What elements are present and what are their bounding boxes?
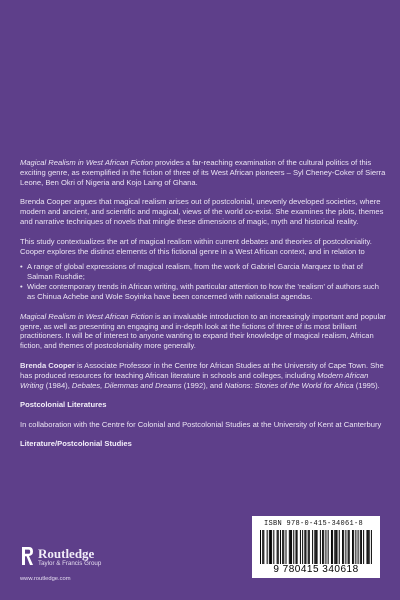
- publisher-name: Routledge: [38, 546, 95, 561]
- barcode-bar: [323, 530, 324, 564]
- collaboration-note: In collaboration with the Centre for Colonial and Postcolonial Studies at the University of Kent at Canterbury: [20, 419, 382, 429]
- barcode-bar: [348, 530, 349, 564]
- bio-book-title: Nations: Stories of the World for Africa: [224, 380, 354, 390]
- barcode-bar: [352, 530, 353, 564]
- barcode-bar: [320, 530, 321, 564]
- bio-text: (1995).: [353, 380, 380, 390]
- barcode-bar: [269, 530, 270, 564]
- book-title: Magical Realism in West African Fiction: [20, 158, 153, 167]
- publisher-url: www.routledge.com: [20, 576, 71, 582]
- barcode-bar: [369, 530, 370, 564]
- category-label: Literature/Postcolonial Studies: [20, 439, 132, 449]
- barcode-bar: [290, 530, 291, 564]
- isbn-digits: 9 780415 340618: [273, 564, 359, 575]
- bio-text: is Associate Professor in the Centre for African Studies at the University of Cape Town. She has produced resources for teaching African literature in schools and colleges, including: [20, 360, 384, 380]
- barcode-bar: [302, 530, 303, 564]
- barcode-bar: [267, 530, 268, 564]
- author-bio: [20, 361, 386, 391]
- routledge-r-icon: [20, 545, 34, 567]
- barcode-bar: [305, 530, 306, 564]
- barcode-bar: [283, 530, 284, 564]
- barcode-bar: [263, 530, 264, 564]
- barcode-bar: [317, 530, 318, 564]
- barcode-bar: [331, 530, 332, 564]
- barcode-bar: [314, 530, 315, 564]
- bullet-item: • A range of global expressions of magical realism, from the work of Gabriel Garcia Marquez to that of Salman Rushdie;: [20, 262, 386, 282]
- barcode-block: [252, 516, 380, 578]
- barcode-bar: [334, 530, 335, 564]
- barcode-bar: [312, 530, 313, 564]
- barcode-bar: [342, 530, 343, 564]
- barcode-bar: [322, 530, 323, 564]
- barcode-bar: [325, 530, 326, 564]
- bio-book-title: Modern African Writing: [20, 370, 369, 390]
- barcode-bar: [363, 530, 364, 564]
- barcode-bar: [260, 530, 261, 564]
- bullet-list: [20, 262, 386, 302]
- barcode-bar: [339, 530, 340, 564]
- barcode-bar: [361, 530, 362, 564]
- publisher-logo: [20, 545, 150, 585]
- bio-book-title: Debates, Dilemmas and Dreams: [71, 380, 182, 390]
- barcode-bar: [286, 530, 287, 564]
- summary-paragraph: [20, 312, 386, 352]
- barcode-bar: [360, 530, 361, 564]
- barcode-bar: [289, 530, 290, 564]
- barcode-bar: [358, 530, 359, 564]
- barcode-bar: [337, 530, 338, 564]
- publisher-subtitle: Taylor & Francis Group: [38, 560, 102, 567]
- barcode-bar: [304, 530, 305, 564]
- barcode-bar: [277, 530, 278, 564]
- barcode-bar: [291, 530, 292, 564]
- barcode-bar: [308, 530, 309, 564]
- barcode-bar: [366, 530, 367, 564]
- barcode-bar: [270, 530, 271, 564]
- bio-text: (1984),: [43, 380, 72, 390]
- barcode-bar: [349, 530, 350, 564]
- barcode-bar: [343, 530, 344, 564]
- barcode-bar: [293, 530, 294, 564]
- barcode-bar: [280, 530, 281, 564]
- barcode-bar: [355, 530, 356, 564]
- intro-text: provides a far-reaching examination of the cultural politics of this exciting genre, as exemplified in the fiction of three of its West African pioneers – Syl Cheney-Coker of Sierra Leone, Ben Okri of Nigeria and Kojo Laing of Ghana.: [20, 158, 386, 187]
- barcode-bar: [335, 530, 336, 564]
- bio-text: (1992), and: [181, 380, 225, 390]
- barcode-bar: [297, 530, 298, 564]
- barcode-bar: [300, 530, 301, 564]
- isbn-label: ISBN 978-0-415-34061-8: [264, 520, 364, 528]
- barcode-bar: [262, 530, 263, 564]
- bullet-item: • Wider contemporary trends in African writing, with particular attention to how the 'realism' of authors such as Chinua Achebe and Wole Soyinka have been concerned with nationalist agendas.: [20, 282, 386, 302]
- barcode-bar: [278, 530, 279, 564]
- barcode-bar: [371, 530, 372, 564]
- summary-text: is an invaluable introduction to an increasingly important and popular genre, as well as presenting an engaging and in-depth look at the fictions of three of its most brilliant practitioners. It will be of interest to anyone wanting to expand their knowledge of magical realism, African fiction, and themes of postcoloniality more generally.: [20, 311, 386, 351]
- barcode-bar: [295, 530, 296, 564]
- blurb: [20, 158, 386, 459]
- context-paragraph: This study contextualizes the art of magical realism within current debates and theories of postcoloniality. Cooper explores the distinct elements of this fictional genre in a West African context, and in relation to: [20, 236, 372, 256]
- book-title: Magical Realism in West African Fiction: [20, 311, 153, 321]
- intro-paragraph: [20, 158, 386, 188]
- barcode-bar: [328, 530, 329, 564]
- barcode-bar: [353, 530, 354, 564]
- barcode-bar: [282, 530, 283, 564]
- barcode-bar: [368, 530, 369, 564]
- author-name: Brenda Cooper: [20, 360, 75, 370]
- barcode-bar: [315, 530, 316, 564]
- barcode-bar: [271, 530, 272, 564]
- series-heading: Postcolonial Literatures: [20, 400, 107, 410]
- barcode-icon: [260, 530, 372, 566]
- argument-paragraph: Brenda Cooper argues that magical realism arises out of postcolonial, unevenly developed societies, where modern and ancient, and scientific and magical, views of the world co-exist. She examines the plots, themes and narrative techniques of novels that mingle these dimensions of magic, myth and historical reality.: [20, 197, 384, 227]
- barcode-bar: [332, 530, 333, 564]
- barcode-bar: [273, 530, 274, 564]
- barcode-bar: [309, 530, 310, 564]
- barcode-bar: [345, 530, 346, 564]
